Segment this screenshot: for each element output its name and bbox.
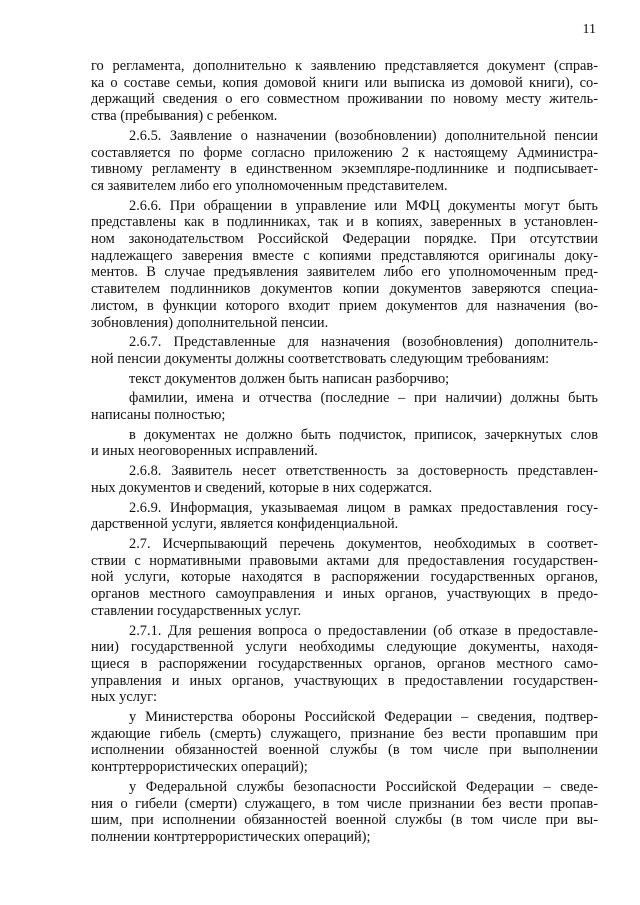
text-line: ной пенсии документы должны соответствовать следующим требованиям: — [91, 350, 550, 367]
text-line: органов местного самоуправления и иных органов, участвующих в предо- — [91, 586, 598, 603]
text-line: ном законодательством Российской Федерации порядке. При отсутствии — [91, 231, 598, 248]
text-line: 2.6.8. Заявитель несет ответственность за достоверность представлен- — [129, 463, 598, 480]
text-line: листом, в функции которого входит прием документов для назначения (во- — [91, 297, 598, 314]
text-line: 2.7. Исчерпывающий перечень документов, необходимых в соответ- — [129, 535, 598, 552]
text-line: ждающие гибель (смерть) служащего, признание без вести пропавшим при — [91, 725, 598, 742]
text-line: тивному регламенту в единственном экземпляре-подлиннике и подписывает- — [91, 161, 598, 178]
text-line: представлены как в подлинниках, так и в копиях, заверенных в установлен- — [91, 214, 598, 231]
text-line: у Федеральной службы безопасности Российской Федерации – сведе- — [129, 778, 598, 795]
text-line: держащий сведения о его совместном проживании по новому месту житель- — [91, 91, 598, 108]
text-line: составляется по форме согласно приложению 2 к настоящему Администра- — [91, 144, 598, 161]
text-line: полнении контртеррористических операций); — [91, 828, 371, 845]
text-line: нии) государственной услуги необходимы следующие документы, находя- — [91, 639, 598, 656]
text-line: ствии с нормативными правовыми актами для предоставления государствен- — [91, 552, 598, 569]
text-line: ка о составе семьи, копия домовой книги или выписка из домовой книги), со- — [91, 74, 598, 91]
text-line: у Министерства обороны Российской Федерации – сведения, подтвер- — [129, 709, 598, 726]
page-number: 11 — [582, 22, 596, 37]
text-line: 2.6.5. Заявление о назначении (возобновлении) дополнительной пенсии — [129, 127, 598, 144]
text-line: ных документов и сведений, которые в них содержатся. — [91, 479, 433, 496]
text-line: щиеся в распоряжении государственных органов, органов местного само- — [91, 655, 598, 672]
text-line: шим, при исполнении обязанностей военной службы (в том числе при вы- — [91, 812, 598, 829]
text-line: ментов. В случае предъявления заявителем либо его уполномоченным пред- — [91, 264, 598, 281]
text-line: ных услуг: — [91, 689, 158, 706]
text-line: 2.7.1. Для решения вопроса о предоставлении (об отказе в предоставле- — [129, 622, 598, 639]
text-line: ной услуги, которые находятся в распоряжении государственных органов, — [91, 569, 598, 586]
document-body — [91, 58, 598, 846]
text-line: ства (пребывания) с ребенком. — [91, 108, 278, 125]
text-line: 2.6.7. Представленные для назначения (возобновления) дополнитель- — [129, 334, 598, 351]
text-line: написаны полностью; — [91, 407, 226, 424]
text-line: текст документов должен быть написан разборчиво; — [129, 370, 450, 387]
text-line: ния о гибели (смерти) служащего, в том числе признании без вести пропав- — [91, 795, 598, 812]
text-line: ставителем подлинников документов копии документов заверяются специа- — [91, 281, 598, 298]
text-line: ставлении государственных услуг. — [91, 602, 302, 619]
text-line: контртеррористических операций); — [91, 759, 308, 776]
text-line: ся заявителем либо его уполномоченным представителем. — [91, 177, 448, 194]
text-line: го регламента, дополнительно к заявлению представляется документ (справ- — [91, 58, 598, 74]
text-line: в документах не должно быть подчисток, приписок, зачеркнутых слов — [129, 426, 598, 443]
text-line: фамилии, имена и отчества (последние – при наличии) должны быть — [129, 390, 598, 407]
text-line: 2.6.6. При обращении в управление или МФЦ документы могут быть — [129, 197, 598, 214]
text-line: зобновления) дополнительной пенсии. — [91, 314, 329, 331]
text-line: 2.6.9. Информация, указываемая лицом в рамках предоставления госу- — [129, 499, 598, 516]
text-line: исполнении обязанностей военной службы (в том числе при выполнении — [91, 742, 598, 759]
text-line: управления и иных органов, участвующих в предоставлении государствен- — [91, 672, 598, 689]
text-line: надлежащего заверения вместе с копиями представляются оригиналы доку- — [91, 247, 598, 264]
text-line: дарственной услуги, является конфиденциальной. — [91, 516, 399, 533]
text-line: и иных неоговоренных исправлений. — [91, 443, 318, 460]
